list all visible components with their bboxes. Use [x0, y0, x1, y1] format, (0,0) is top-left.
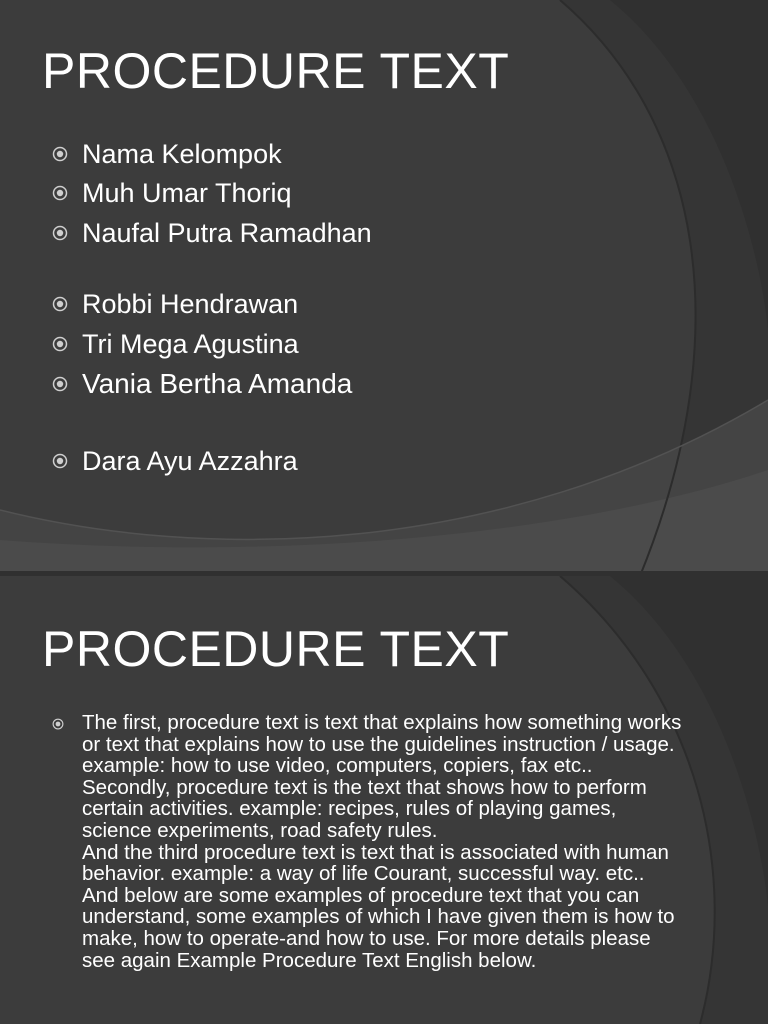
member-item: [52, 178, 292, 208]
circle-dot-icon: [52, 453, 68, 469]
member-item: [52, 218, 372, 248]
circle-dot-icon: [52, 146, 68, 162]
paragraph: And below are some examples of procedure text that you can understand, some examples of which I have given them is how to make, how to operate-and how to use. For more details please see again Example Procedure Text English below.: [82, 883, 675, 972]
paragraph: The first, procedure text is text that explains how something works or text that explains how to use the guidelines instruction / usage. example: how to use video, computers, copiers, fax etc..: [82, 711, 682, 778]
circle-dot-icon: [52, 225, 68, 241]
member-item: [52, 139, 282, 169]
paragraph: And the third procedure text is text that is associated with human behavior. example: a way of life Courant, successful way. etc..: [82, 840, 669, 886]
circle-dot-icon: [52, 718, 64, 730]
member-item: [52, 289, 298, 319]
paragraph-group: [82, 712, 682, 971]
member-name: Vania Bertha Amanda: [82, 368, 353, 399]
member-name: Robbi Hendrawan: [82, 288, 299, 319]
member-name: Naufal Putra Ramadhan: [82, 217, 372, 248]
procedure-text-body: [52, 712, 752, 971]
member-name: Muh Umar Thoriq: [82, 177, 292, 208]
circle-dot-icon: [52, 296, 68, 312]
member-name: Tri Mega Agustina: [82, 328, 299, 359]
member-item: [52, 329, 299, 359]
member-item: [52, 446, 298, 476]
circle-dot-icon: [52, 185, 68, 201]
slide-title: PROCEDURE TEXT: [42, 43, 510, 99]
member-name: Nama Kelompok: [82, 138, 282, 169]
slide-title: PROCEDURE TEXT: [42, 621, 510, 677]
member-item: [52, 369, 352, 399]
paragraph: Secondly, procedure text is the text that shows how to perform certain activities. example: recipes, rules of playing games, science experiments, road safety rules.: [82, 775, 647, 842]
circle-dot-icon: [52, 376, 68, 392]
slide-2: [0, 576, 768, 1024]
member-name: Dara Ayu Azzahra: [82, 445, 298, 476]
circle-dot-icon: [52, 336, 68, 352]
